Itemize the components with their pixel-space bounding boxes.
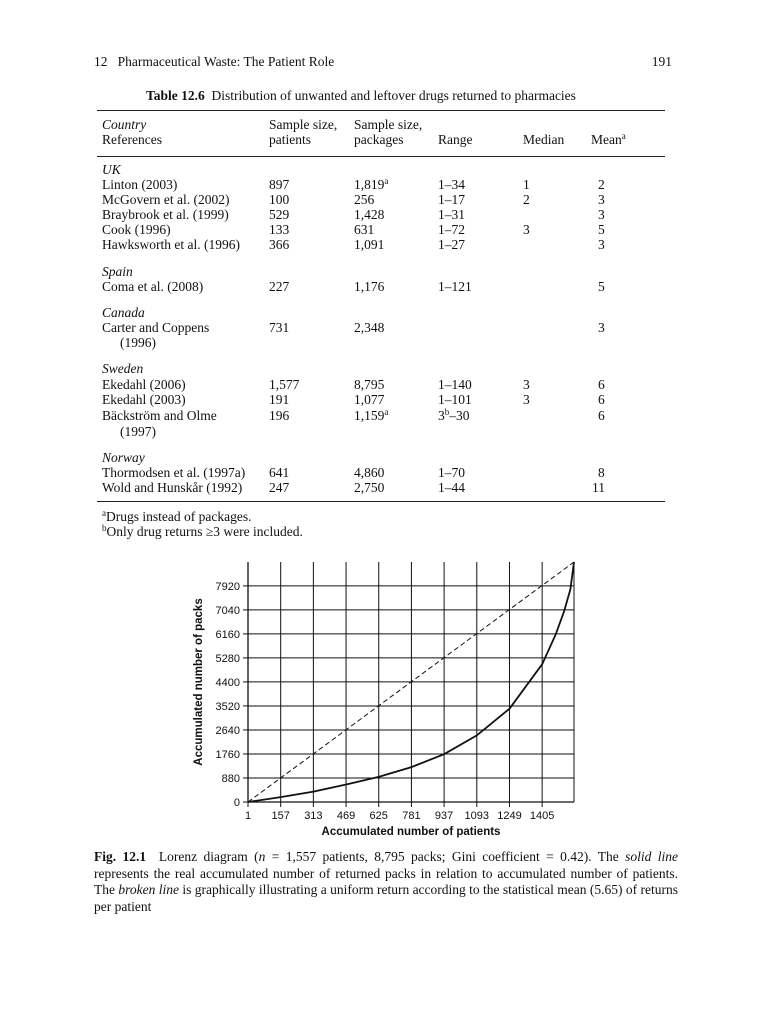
median-cell: 2 [523, 192, 530, 207]
footnote-b [102, 524, 303, 540]
range-cell: 1–17 [438, 192, 465, 207]
range-cell: 1–70 [438, 465, 465, 480]
table-caption-text: Distribution of unwanted and leftover drugs returned to pharmacies [211, 88, 576, 103]
ref-cell: Linton (2003) [102, 177, 178, 192]
x-tick-label: 937 [434, 810, 454, 822]
packages-value: 1,819 [354, 177, 385, 192]
patients-cell: 191 [269, 392, 290, 407]
footnote-mark: b [444, 407, 450, 417]
ref-cell-cont: (1996) [120, 335, 156, 350]
footnote-mark: a [621, 131, 626, 141]
running-header: 12 Pharmaceutical Waste: The Patient Role [94, 54, 335, 69]
range-cell: 1–27 [438, 237, 465, 252]
caption-text: = 1,557 patients, 8,795 packs; Gini coefficient = 0.42). The [265, 849, 626, 864]
table-top-rule [97, 110, 665, 111]
col-header-mean-text: Mean [591, 132, 622, 147]
mean-cell: 2 [598, 177, 605, 192]
ref-cell: Carter and Coppens [102, 320, 210, 335]
ref-cell: McGovern et al. (2002) [102, 192, 230, 207]
col-header-range: Range [438, 132, 473, 147]
y-tick-label: 7040 [215, 604, 240, 617]
patients-cell: 100 [269, 192, 290, 207]
y-tick-label: 4400 [215, 676, 240, 689]
range-cell: 1–34 [438, 177, 465, 192]
col-header-mean [591, 132, 626, 148]
ref-cell: Coma et al. (2008) [102, 279, 204, 294]
x-tick-label: 157 [271, 810, 290, 822]
col-header-patients-2: patients [269, 132, 311, 147]
range-cell: 1–140 [438, 377, 472, 392]
packages-cell: 1,077 [354, 392, 385, 407]
range-cell: 1–31 [438, 207, 465, 222]
range-cell [438, 408, 470, 424]
x-tick-label: 781 [402, 810, 421, 822]
y-tick-label: 1760 [215, 748, 240, 761]
footnote-mark: b [102, 523, 107, 533]
footnote-text: Drugs instead of packages. [106, 509, 252, 524]
x-tick-label: 1249 [497, 810, 522, 822]
mean-cell: 11 [592, 480, 605, 495]
median-cell: 1 [523, 177, 530, 192]
packages-cell: 1,428 [354, 207, 385, 222]
range-value: 3 [438, 408, 445, 423]
median-cell: 3 [523, 392, 530, 407]
packages-cell: 2,348 [354, 320, 385, 335]
footnote-mark: a [102, 508, 106, 518]
y-tick-label: 7920 [215, 580, 240, 593]
y-tick-label: 5280 [215, 652, 240, 665]
footnote-text: Only drug returns ≥3 were included. [106, 524, 303, 539]
patients-cell: 529 [269, 207, 290, 222]
caption-text: Lorenz diagram ( [146, 849, 259, 864]
mean-cell: 5 [598, 279, 605, 294]
range-cell: 1–101 [438, 392, 472, 407]
group-label: UK [102, 162, 121, 177]
patients-cell: 227 [269, 279, 290, 294]
group-label: Spain [102, 264, 133, 279]
mean-cell: 5 [598, 222, 605, 237]
mean-cell: 6 [598, 408, 605, 423]
table-caption [146, 88, 576, 104]
patients-cell: 133 [269, 222, 290, 237]
table-header-rule [97, 156, 665, 157]
packages-cell [354, 408, 388, 424]
footnote-mark: a [384, 176, 389, 186]
packages-cell: 256 [354, 192, 375, 207]
x-tick-label: 313 [304, 810, 323, 822]
packages-cell: 1,176 [354, 279, 385, 294]
ref-cell-cont: (1997) [120, 424, 156, 439]
mean-cell: 8 [598, 465, 605, 480]
group-label: Canada [102, 305, 145, 320]
mean-cell: 3 [598, 207, 605, 222]
caption-italic: n [258, 849, 266, 864]
ref-cell: Braybrook et al. (1999) [102, 207, 229, 222]
group-label: Norway [102, 450, 145, 465]
col-header-packages-2: packages [354, 132, 404, 147]
median-cell: 3 [523, 377, 530, 392]
y-tick-label: 2640 [215, 724, 240, 737]
ref-cell: Ekedahl (2006) [102, 377, 186, 392]
group-label: Sweden [102, 361, 144, 376]
packages-cell: 1,091 [354, 237, 385, 252]
y-tick-label: 0 [233, 797, 240, 809]
col-header-country: Country [102, 117, 147, 132]
figure-label: Fig. 12.1 [94, 849, 147, 864]
mean-cell: 6 [598, 392, 605, 407]
ref-cell: Cook (1996) [102, 222, 171, 237]
mean-cell: 3 [598, 192, 605, 207]
y-axis-label: Accumulated number of packs [193, 598, 205, 766]
col-header-references: References [102, 132, 162, 147]
packages-value: 1,159 [354, 408, 385, 423]
caption-italic: solid line [625, 849, 679, 864]
ref-cell: Thormodsen et al. (1997a) [102, 465, 246, 480]
patients-cell: 641 [269, 465, 290, 480]
range-value-rest: –30 [449, 408, 470, 423]
caption-italic: broken line [118, 882, 179, 897]
median-cell: 3 [523, 222, 530, 237]
packages-cell: 631 [354, 222, 375, 237]
range-cell: 1–72 [438, 222, 465, 237]
col-header-median: Median [523, 132, 565, 147]
caption-text: represents the real accumulated number of returned packs in relation to accumulated number of patients. The [94, 849, 682, 897]
packages-cell: 4,860 [354, 465, 385, 480]
col-header-packages: Sample size, [354, 117, 423, 132]
table-bottom-rule [97, 501, 665, 502]
x-tick-label: 1 [244, 810, 252, 822]
patients-cell: 196 [269, 408, 290, 423]
footnote-a [102, 509, 251, 525]
packages-cell: 2,750 [354, 480, 385, 495]
col-header-patients: Sample size, [269, 117, 338, 132]
range-cell: 1–121 [438, 279, 472, 294]
table-label: Table 12.6 [146, 88, 205, 103]
patients-cell: 247 [269, 480, 290, 495]
y-tick-label: 880 [221, 772, 240, 785]
mean-cell: 6 [598, 377, 605, 392]
y-tick-label: 3520 [215, 700, 240, 713]
figure-caption [94, 849, 682, 915]
mean-cell: 3 [598, 320, 605, 335]
mean-cell: 3 [598, 237, 605, 252]
footnote-mark: a [384, 407, 389, 417]
lorenz-chart [180, 548, 600, 843]
x-tick-label: 625 [369, 810, 388, 822]
page-number: 191 [651, 54, 672, 69]
x-tick-label: 1405 [529, 810, 555, 822]
ref-cell: Ekedahl (2003) [102, 392, 186, 407]
patients-cell: 1,577 [269, 377, 300, 392]
patients-cell: 731 [269, 320, 290, 335]
x-axis-label: Accumulated number of patients [321, 826, 501, 838]
x-tick-label: 1093 [464, 810, 490, 822]
packages-cell: 8,795 [354, 377, 385, 392]
x-tick-label: 469 [336, 810, 356, 822]
ref-cell: Hawksworth et al. (1996) [102, 237, 240, 252]
caption-text: is graphically illustrating a uniform return according to the statistical mean (5.65) of returns per patient [94, 882, 682, 914]
ref-cell: Wold and Hunskår (1992) [102, 480, 243, 495]
y-tick-label: 6160 [215, 628, 240, 641]
packages-cell [354, 177, 388, 193]
ref-cell: Bäckström and Olme [102, 408, 217, 423]
patients-cell: 897 [269, 177, 290, 192]
patients-cell: 366 [269, 237, 290, 252]
range-cell: 1–44 [438, 480, 465, 495]
